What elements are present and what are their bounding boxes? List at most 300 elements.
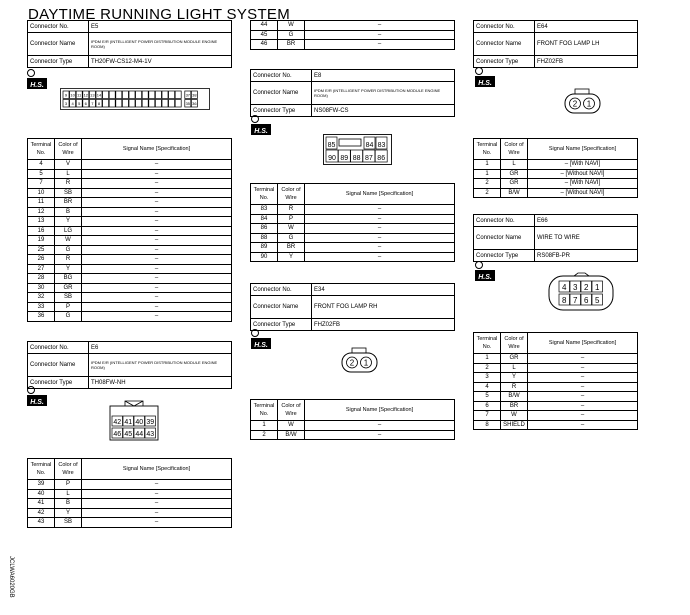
label-connector-no: Connector No. <box>251 284 312 296</box>
terminal-no-cell: 7 <box>474 411 501 421</box>
terminal-no-cell: 45 <box>251 30 278 40</box>
terminal-no-cell: 1 <box>251 421 278 431</box>
terminal-no-cell: 33 <box>28 302 55 312</box>
table-row <box>251 30 455 40</box>
terminal-no-cell: 28 <box>28 274 55 284</box>
pin-cell <box>155 91 161 99</box>
signal-name-cell: – <box>528 392 638 402</box>
pin-number: 3 <box>573 283 578 292</box>
signal-name-cell: – <box>305 40 455 50</box>
signal-name-cell: – <box>82 236 232 246</box>
pin-cell <box>109 100 115 108</box>
svg-text:H.S.: H.S. <box>478 80 492 87</box>
pin-number: 43 <box>146 431 155 438</box>
col-signal-name: Signal Name [Specification] <box>528 139 638 160</box>
terminal-no-cell: 2 <box>474 188 501 198</box>
terminal-no-cell: 27 <box>28 264 55 274</box>
signal-name-cell: – <box>305 421 455 431</box>
terminal-no-cell: 83 <box>251 205 278 215</box>
wire-color-cell: V <box>55 160 82 170</box>
label-connector-no: Connector No. <box>251 70 312 82</box>
signal-name-cell: – <box>82 283 232 293</box>
terminal-no-cell: 2 <box>251 430 278 440</box>
signal-name-cell: – <box>82 217 232 227</box>
terminal-no-cell: 26 <box>28 255 55 265</box>
e8-name: IPDM E/R (INTELLIGENT POWER DISTRIBUTION MODULE ENGINE ROOM) <box>312 82 455 105</box>
label-connector-name: Connector Name <box>251 296 312 319</box>
pin-number: 44 <box>135 431 144 438</box>
signal-name-cell: – <box>82 312 232 322</box>
terminal-no-cell: 11 <box>28 198 55 208</box>
pin-number: 42 <box>113 419 122 426</box>
connector-key <box>339 139 361 146</box>
signal-name-cell: – <box>82 169 232 179</box>
terminal-no-cell: 13 <box>28 217 55 227</box>
e5-name: IPDM E/R (INTELLIGENT POWER DISTRIBUTION MODULE ENGINE ROOM) <box>89 33 232 56</box>
table-row <box>474 373 638 383</box>
signal-name-cell: – <box>305 224 455 234</box>
table-row <box>251 430 455 440</box>
terminal-no-cell: 30 <box>28 283 55 293</box>
wire-color-cell: R <box>55 179 82 189</box>
svg-text:H.S.: H.S. <box>30 399 44 406</box>
table-row <box>28 217 232 227</box>
signal-name-cell: – <box>528 373 638 383</box>
pin-number: 90 <box>328 155 336 162</box>
hs-icon <box>250 328 272 350</box>
table-row <box>251 233 455 243</box>
signal-name-cell: – <box>528 363 638 373</box>
col-signal-name: Signal Name [Specification] <box>528 333 638 354</box>
label-connector-name: Connector Name <box>474 33 535 56</box>
wire-color-cell: G <box>278 233 305 243</box>
e6-type: TH08FW-NH <box>89 377 232 389</box>
connector-face-e6 <box>105 398 165 443</box>
table-row <box>28 207 232 217</box>
col-color-of-wire: Color of Wire <box>278 184 305 205</box>
table-row <box>28 499 232 509</box>
table-row <box>28 179 232 189</box>
svg-text:H.S.: H.S. <box>254 128 268 135</box>
wire-color-cell: BR <box>278 40 305 50</box>
table-row <box>28 480 232 490</box>
pin-cell <box>142 100 148 108</box>
terminal-no-cell: 7 <box>28 179 55 189</box>
terminal-no-cell: 41 <box>28 499 55 509</box>
wire-color-cell: GR <box>501 179 528 189</box>
pin-number: 37 <box>185 92 191 98</box>
pin-table-e64 <box>473 138 638 198</box>
label-connector-type: Connector Type <box>28 377 89 389</box>
signal-name-cell: – <box>82 274 232 284</box>
col-terminal-no: Terminal No. <box>474 139 501 160</box>
col-signal-name: Signal Name [Specification] <box>82 459 232 480</box>
wire-color-cell: Y <box>55 217 82 227</box>
wire-color-cell: SB <box>55 293 82 303</box>
connector-info-e66 <box>473 214 638 262</box>
hs-icon <box>250 114 272 136</box>
table-row <box>28 245 232 255</box>
e64-name: FRONT FOG LAMP LH <box>535 33 638 56</box>
table-row <box>28 274 232 284</box>
signal-name-cell: – <box>82 489 232 499</box>
pin-number: 1 <box>586 99 592 109</box>
drawing-code: JCLWA6020GB <box>8 556 14 598</box>
terminal-no-cell: 43 <box>28 518 55 528</box>
e64-type: FHZ02FB <box>535 56 638 68</box>
signal-name-cell: – <box>528 382 638 392</box>
signal-name-cell: – <box>82 245 232 255</box>
connector-face-e8 <box>323 134 393 166</box>
pin-table-e6-continued <box>250 20 455 50</box>
signal-name-cell: – <box>82 264 232 274</box>
terminal-no-cell: 10 <box>28 188 55 198</box>
table-row <box>474 411 638 421</box>
pin-cell <box>175 91 181 99</box>
e8-type: NS08FW-CS <box>312 105 455 117</box>
col-color-of-wire: Color of Wire <box>501 139 528 160</box>
pin-number: 6 <box>584 296 589 305</box>
e8-no: E8 <box>312 70 455 82</box>
signal-name-cell: – <box>305 205 455 215</box>
wire-color-cell: GR <box>501 354 528 364</box>
wire-color-cell: L <box>55 169 82 179</box>
pin-number: 7 <box>91 101 94 106</box>
signal-name-cell: – <box>82 207 232 217</box>
pin-table-e8 <box>250 183 455 262</box>
pin-number: 10 <box>70 92 75 98</box>
table-row <box>251 421 455 431</box>
wire-color-cell: B <box>55 499 82 509</box>
signal-name-cell: – [Without NAVI] <box>528 169 638 179</box>
pin-number: 84 <box>365 142 374 149</box>
col-color-of-wire: Color of Wire <box>55 139 82 160</box>
terminal-no-cell: 2 <box>474 363 501 373</box>
wire-color-cell: Y <box>501 373 528 383</box>
wire-color-cell: G <box>55 312 82 322</box>
signal-name-cell: – <box>528 401 638 411</box>
table-row <box>474 169 638 179</box>
terminal-no-cell: 4 <box>28 160 55 170</box>
wire-color-cell: B/W <box>278 430 305 440</box>
signal-name-cell: – <box>305 30 455 40</box>
pin-number: 5 <box>78 101 81 106</box>
table-row <box>251 21 455 31</box>
pin-number: 1 <box>595 283 600 292</box>
wire-color-cell: BR <box>278 243 305 253</box>
table-row <box>474 179 638 189</box>
pin-number: 2 <box>349 358 355 368</box>
wire-color-cell: SHIELD <box>501 420 528 430</box>
table-row <box>251 40 455 50</box>
e64-no: E64 <box>535 21 638 33</box>
page-title: DAYTIME RUNNING LIGHT SYSTEM <box>28 6 291 23</box>
pin-cell <box>116 91 122 99</box>
wire-color-cell: GR <box>501 169 528 179</box>
signal-name-cell: – [With NAVI] <box>528 179 638 189</box>
wire-color-cell: Y <box>278 252 305 262</box>
label-connector-type: Connector Type <box>251 319 312 331</box>
table-row <box>474 401 638 411</box>
signal-name-cell: – <box>82 499 232 509</box>
signal-name-cell: – <box>82 255 232 265</box>
pin-table-e6 <box>27 458 232 528</box>
pin-cell <box>175 100 181 108</box>
label-connector-type: Connector Type <box>251 105 312 117</box>
signal-name-cell: – <box>528 411 638 421</box>
terminal-no-cell: 4 <box>474 382 501 392</box>
pin-number: 5 <box>595 296 600 305</box>
terminal-no-cell: 19 <box>28 236 55 246</box>
label-connector-type: Connector Type <box>28 56 89 68</box>
pin-number: 39 <box>146 419 155 426</box>
signal-name-cell: – [With NAVI] <box>528 160 638 170</box>
hs-icon <box>26 385 48 407</box>
terminal-no-cell: 89 <box>251 243 278 253</box>
pin-cell <box>142 91 148 99</box>
e66-no: E66 <box>535 215 638 227</box>
pin-number: 35 <box>185 101 191 106</box>
wire-color-cell: BG <box>55 274 82 284</box>
terminal-no-cell: 1 <box>474 354 501 364</box>
pin-cell <box>169 100 175 108</box>
table-row <box>474 420 638 430</box>
terminal-no-cell: 44 <box>251 21 278 31</box>
e66-type: RS08FB-PR <box>535 250 638 262</box>
terminal-no-cell: 1 <box>474 169 501 179</box>
pin-cell <box>155 100 161 108</box>
pin-number: 12 <box>83 92 89 98</box>
wire-color-cell: Y <box>55 264 82 274</box>
wire-color-cell: GR <box>55 283 82 293</box>
col-terminal-no: Terminal No. <box>28 459 55 480</box>
signal-name-cell: – <box>82 198 232 208</box>
wire-color-cell: LG <box>55 226 82 236</box>
terminal-no-cell: 32 <box>28 293 55 303</box>
table-row <box>28 226 232 236</box>
wire-color-cell: Y <box>55 508 82 518</box>
table-row <box>474 392 638 402</box>
wire-color-cell: L <box>501 160 528 170</box>
wire-color-cell: W <box>278 421 305 431</box>
pin-cell <box>162 91 168 99</box>
pin-number: 36 <box>192 101 197 106</box>
wire-color-cell: R <box>501 382 528 392</box>
terminal-no-cell: 12 <box>28 207 55 217</box>
pin-cell <box>103 100 109 108</box>
label-connector-type: Connector Type <box>474 250 535 262</box>
pin-number: 13 <box>90 92 95 98</box>
hs-icon <box>474 66 496 88</box>
signal-name-cell: – <box>82 179 232 189</box>
connector-face-e5 <box>60 88 210 110</box>
signal-name-cell: – <box>305 243 455 253</box>
label-connector-name: Connector Name <box>28 354 89 377</box>
pin-cell <box>129 91 135 99</box>
wire-color-cell: W <box>501 411 528 421</box>
connector-latch <box>125 401 143 406</box>
col-terminal-no: Terminal No. <box>251 400 278 421</box>
signal-name-cell: – <box>82 302 232 312</box>
signal-name-cell: – <box>305 233 455 243</box>
table-row <box>251 224 455 234</box>
wire-color-cell: W <box>278 224 305 234</box>
col-color-of-wire: Color of Wire <box>55 459 82 480</box>
table-row <box>28 518 232 528</box>
terminal-no-cell: 5 <box>28 169 55 179</box>
pin-cell <box>109 91 115 99</box>
signal-name-cell: – <box>305 21 455 31</box>
pin-number: 8 <box>562 296 567 305</box>
terminal-no-cell: 40 <box>28 489 55 499</box>
table-row <box>251 214 455 224</box>
wire-color-cell: SB <box>55 188 82 198</box>
e34-type: FHZ02FB <box>312 319 455 331</box>
table-row <box>28 169 232 179</box>
col-signal-name: Signal Name [Specification] <box>82 139 232 160</box>
e66-name: WIRE TO WIRE <box>535 227 638 250</box>
signal-name-cell: – <box>82 188 232 198</box>
connector-face-e66 <box>544 272 619 314</box>
signal-name-cell: – <box>82 293 232 303</box>
e5-no: E5 <box>89 21 232 33</box>
svg-text:H.S.: H.S. <box>478 274 492 281</box>
signal-name-cell: – <box>305 252 455 262</box>
connector-info-e6 <box>27 341 232 389</box>
table-row <box>474 382 638 392</box>
signal-name-cell: – <box>528 420 638 430</box>
pin-number: 41 <box>124 419 133 426</box>
wire-color-cell: P <box>278 214 305 224</box>
label-connector-no: Connector No. <box>474 21 535 33</box>
pin-cell <box>169 91 175 99</box>
pin-number: 2 <box>584 283 589 292</box>
wire-color-cell: R <box>278 205 305 215</box>
wire-color-cell: B/W <box>501 188 528 198</box>
col-terminal-no: Terminal No. <box>28 139 55 160</box>
table-row <box>474 160 638 170</box>
wire-color-cell: B/W <box>501 392 528 402</box>
pin-number: 83 <box>377 142 386 149</box>
e34-name: FRONT FOG LAMP RH <box>312 296 455 319</box>
signal-name-cell: – <box>82 480 232 490</box>
connector-info-e34 <box>250 283 455 331</box>
pin-number: 85 <box>327 142 336 149</box>
pin-cell <box>103 91 109 99</box>
pin-number: 4 <box>562 283 567 292</box>
wire-color-cell: W <box>55 236 82 246</box>
table-row <box>28 293 232 303</box>
terminal-no-cell: 6 <box>474 401 501 411</box>
wire-color-cell: G <box>278 30 305 40</box>
table-row <box>28 264 232 274</box>
terminal-no-cell: 90 <box>251 252 278 262</box>
connector-info-e5 <box>27 20 232 68</box>
table-row <box>28 160 232 170</box>
terminal-no-cell: 88 <box>251 233 278 243</box>
pin-number: 14 <box>96 92 102 98</box>
pin-number: 89 <box>340 155 349 162</box>
label-connector-no: Connector No. <box>28 21 89 33</box>
col-signal-name: Signal Name [Specification] <box>305 184 455 205</box>
connector-face-e64 <box>561 88 606 116</box>
pin-number: 2 <box>572 99 578 109</box>
table-row <box>28 302 232 312</box>
connector-face-e34 <box>338 347 383 375</box>
terminal-no-cell: 8 <box>474 420 501 430</box>
pin-cell <box>116 100 122 108</box>
pin-number: 4 <box>71 101 74 106</box>
table-row <box>28 188 232 198</box>
signal-name-cell: – <box>82 508 232 518</box>
label-connector-name: Connector Name <box>28 33 89 56</box>
pin-table-e66 <box>473 332 638 430</box>
table-row <box>251 243 455 253</box>
signal-name-cell: – <box>305 430 455 440</box>
terminal-no-cell: 2 <box>474 179 501 189</box>
wire-color-cell: P <box>55 480 82 490</box>
pin-number: 9 <box>64 92 68 98</box>
pin-cell <box>149 100 155 108</box>
pin-number: 3 <box>64 101 68 106</box>
table-row <box>28 312 232 322</box>
pin-number: 7 <box>573 296 578 305</box>
pin-number: 38 <box>192 92 197 98</box>
wire-color-cell: BR <box>501 401 528 411</box>
table-row <box>28 489 232 499</box>
pin-cell <box>136 100 142 108</box>
wire-color-cell: L <box>501 363 528 373</box>
col-signal-name: Signal Name [Specification] <box>305 400 455 421</box>
pin-table-e34 <box>250 399 455 440</box>
pin-cell <box>122 91 128 99</box>
pin-number: 11 <box>77 92 82 98</box>
col-terminal-no: Terminal No. <box>474 333 501 354</box>
label-connector-name: Connector Name <box>474 227 535 250</box>
table-row <box>28 255 232 265</box>
e34-no: E34 <box>312 284 455 296</box>
svg-text:H.S.: H.S. <box>30 82 44 89</box>
terminal-no-cell: 36 <box>28 312 55 322</box>
table-row <box>474 354 638 364</box>
pin-cell <box>162 100 168 108</box>
svg-text:H.S.: H.S. <box>254 342 268 349</box>
pin-cell <box>136 91 142 99</box>
pin-cell <box>149 91 155 99</box>
pin-cell <box>122 100 128 108</box>
table-row <box>28 283 232 293</box>
e5-type: TH20FW-CS12-M4-1V <box>89 56 232 68</box>
wire-color-cell: BR <box>55 198 82 208</box>
terminal-no-cell: 16 <box>28 226 55 236</box>
wire-color-cell: B <box>55 207 82 217</box>
table-row <box>251 252 455 262</box>
pin-number: 6 <box>84 101 87 106</box>
signal-name-cell: – [Without NAVI] <box>528 188 638 198</box>
pin-number: 88 <box>352 155 361 162</box>
table-row <box>251 205 455 215</box>
label-connector-no: Connector No. <box>474 215 535 227</box>
terminal-no-cell: 1 <box>474 160 501 170</box>
label-connector-no: Connector No. <box>28 342 89 354</box>
pin-number: 46 <box>113 431 122 438</box>
pin-number: 45 <box>124 431 133 438</box>
table-row <box>474 188 638 198</box>
e6-name: IPDM E/R (INTELLIGENT POWER DISTRIBUTION MODULE ENGINE ROOM) <box>89 354 232 377</box>
wire-color-cell: G <box>55 245 82 255</box>
pin-number: 87 <box>365 155 373 162</box>
hs-icon <box>474 260 496 282</box>
